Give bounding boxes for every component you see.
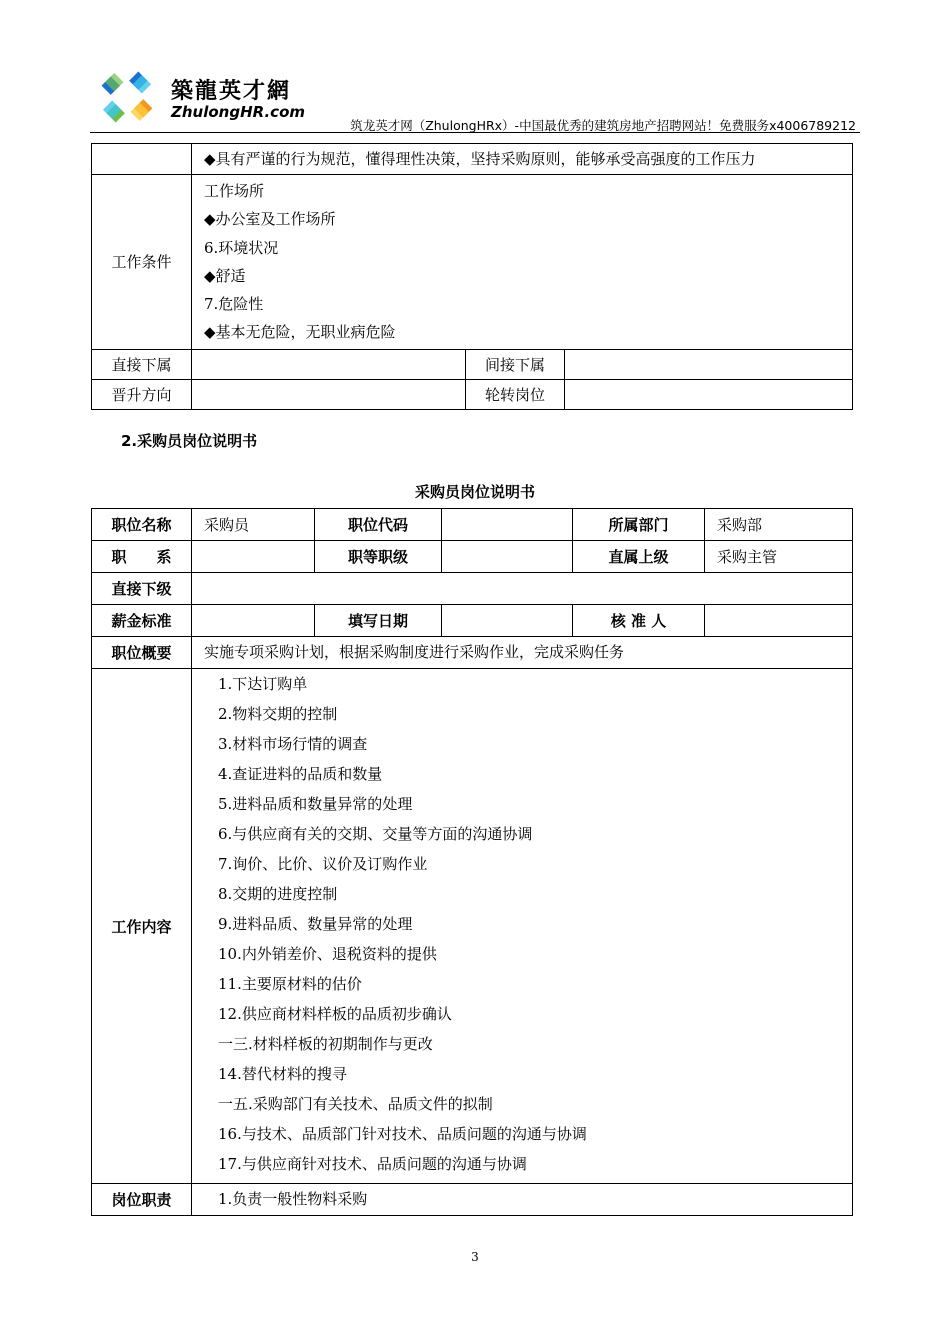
- list-item: 6.环境状况: [204, 238, 279, 257]
- table-cell-empty: [92, 144, 192, 175]
- job-series-value: [192, 541, 315, 573]
- section-title: 2.采购员岗位说明书: [121, 432, 258, 450]
- list-item: 14.替代材料的搜寻: [218, 1065, 347, 1083]
- indirect-subordinate-label: 间接下属: [466, 349, 565, 379]
- job-name-label: 职位名称: [92, 509, 192, 541]
- fill-date-value: [442, 605, 573, 637]
- zhulong-logo-icon: [96, 66, 158, 128]
- list-item: 6.与供应商有关的交期、交量等方面的沟通协调: [218, 825, 533, 843]
- promotion-label: 晋升方向: [92, 379, 192, 409]
- department-value: 采购部: [705, 509, 853, 541]
- list-item: 一五.采购部门有关技术、品质文件的拟制: [218, 1095, 493, 1113]
- list-item: 5.进料品质和数量异常的处理: [218, 795, 413, 813]
- fill-date-label: 填写日期: [315, 605, 442, 637]
- list-item: 10.内外销差价、退税资料的提供: [218, 945, 437, 963]
- job-summary-value: 实施专项采购计划，根据采购制度进行采购作业，完成采购任务: [192, 637, 853, 669]
- list-item: 7.危险性: [204, 295, 264, 314]
- job-series-label: 职 系: [92, 541, 192, 573]
- salary-label: 薪金标准: [92, 605, 192, 637]
- list-item: 4.查证进料的品质和数量: [218, 765, 383, 783]
- job-description-table-continued: [91, 143, 853, 410]
- list-item: ◆基本无危险，无职业病危险: [204, 323, 396, 342]
- job-duty-value: 1.负责一般性物料采购: [192, 1184, 853, 1216]
- list-item: 12.供应商材料样板的品质初步确认: [218, 1005, 452, 1023]
- direct-subordinate-label: 直接下级: [92, 573, 192, 605]
- job-duty-label: 岗位职责: [92, 1184, 192, 1216]
- job-grade-value: [442, 541, 573, 573]
- table-title: 采购员岗位说明书: [414, 483, 535, 501]
- list-item: 9.进料品质、数量异常的处理: [218, 915, 413, 933]
- buyer-job-description-table: [91, 508, 853, 1216]
- list-item: 2.物料交期的控制: [218, 705, 338, 723]
- work-conditions-label: 工作条件: [92, 175, 192, 350]
- job-grade-label: 职等职级: [315, 541, 442, 573]
- header-divider: [90, 132, 860, 133]
- direct-subordinate-value: [192, 349, 466, 379]
- list-item: 工作场所: [204, 182, 265, 200]
- list-item: ◆办公室及工作场所: [204, 210, 336, 229]
- list-item: 16.与技术、品质部门针对技术、品质问题的沟通与协调: [218, 1125, 587, 1143]
- approver-label: 核 准 人: [573, 605, 705, 637]
- work-content-list: [192, 669, 853, 1184]
- indirect-subordinate-value: [565, 349, 853, 379]
- page-header: [90, 66, 860, 134]
- rotation-label: 轮转岗位: [466, 379, 565, 409]
- list-item: 17.与供应商针对技术、品质问题的沟通与协调: [218, 1155, 527, 1173]
- job-code-value: [442, 509, 573, 541]
- superior-label: 直属上级: [573, 541, 705, 573]
- list-item: 一三.材料样板的初期制作与更改: [218, 1035, 433, 1053]
- list-item: 11.主要原材料的估价: [218, 975, 362, 993]
- qualification-text: ◆具有严谨的行为规范，懂得理性决策，坚持采购原则，能够承受高强度的工作压力: [192, 144, 853, 175]
- logo-chinese-name: 築龍英才網: [171, 78, 292, 104]
- direct-subordinate-label: 直接下属: [92, 349, 192, 379]
- logo-english-name: ZhulongHR.com: [171, 103, 306, 121]
- job-code-label: 职位代码: [315, 509, 442, 541]
- list-item: 1.下达订购单: [218, 675, 308, 693]
- job-summary-label: 职位概要: [92, 637, 192, 669]
- work-content-label: 工作内容: [92, 669, 192, 1184]
- list-item: 3.材料市场行情的调查: [218, 735, 368, 753]
- list-item: 8.交期的进度控制: [218, 885, 338, 903]
- list-item: ◆舒适: [204, 266, 246, 285]
- list-item: 7.询价、比价、议价及订购作业: [218, 855, 428, 873]
- approver-value: [705, 605, 853, 637]
- work-conditions-list: [192, 175, 853, 350]
- rotation-value: [565, 379, 853, 409]
- page-number: 3: [471, 1250, 479, 1264]
- job-name-value: 采购员: [192, 509, 315, 541]
- superior-value: 采购主管: [705, 541, 853, 573]
- salary-value: [192, 605, 315, 637]
- department-label: 所属部门: [573, 509, 705, 541]
- promotion-value: [192, 379, 466, 409]
- header-tagline: 筑龙英才网（ZhulongHRx）-中国最优秀的建筑房地产招聘网站！免费服务x4006789212: [350, 118, 856, 133]
- direct-subordinate-value: [192, 573, 853, 605]
